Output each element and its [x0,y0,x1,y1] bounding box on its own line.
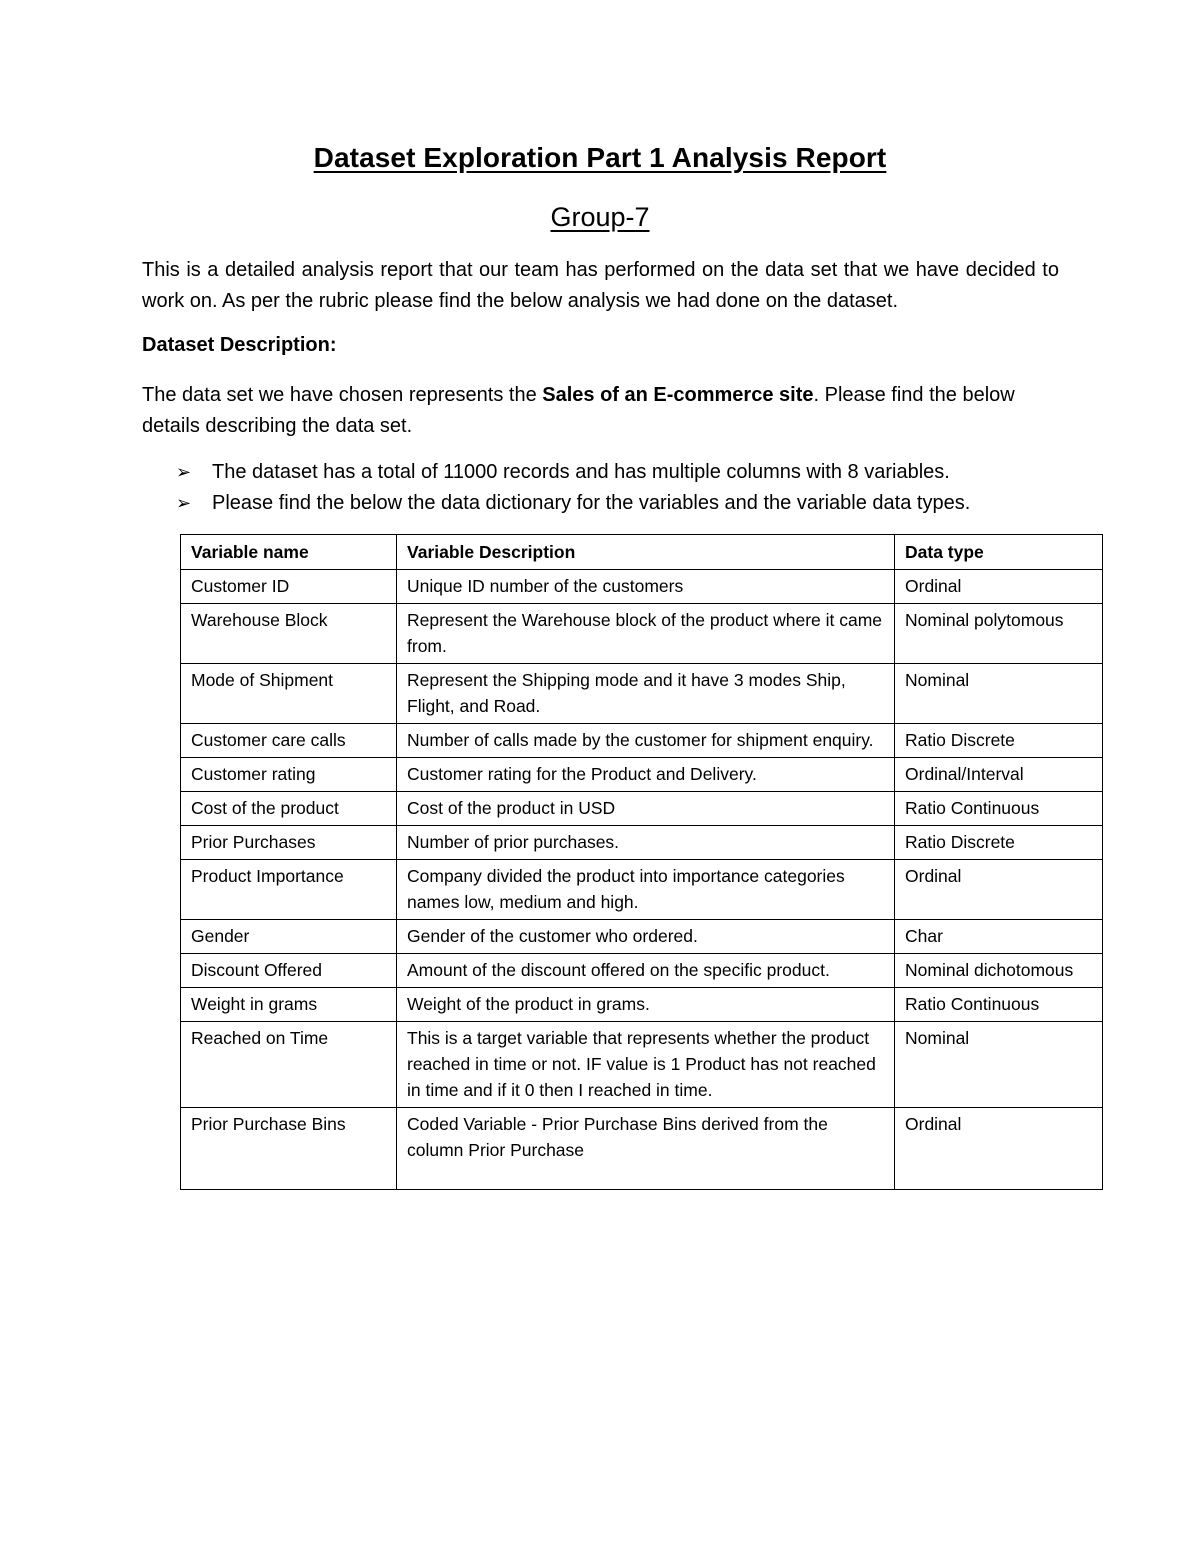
cell-variable-description: Coded Variable - Prior Purchase Bins derived from the column Prior Purchase [397,1108,895,1190]
header-variable-name: Variable name [181,535,397,570]
header-variable-description: Variable Description [397,535,895,570]
cell-variable-description: Company divided the product into importance categories names low, medium and high. [397,860,895,920]
cell-data-type: Ordinal [895,570,1103,604]
bullet-text: Please find the below the data dictionary for the variables and the variable data types. [212,492,971,514]
table-row [181,954,1103,988]
cell-variable-description: Weight of the product in grams. [397,988,895,1022]
table-row [181,920,1103,954]
table-row [181,792,1103,826]
bullet-item [176,457,1096,488]
cell-data-type: Ratio Continuous [895,988,1103,1022]
table-row [181,860,1103,920]
table-row [181,826,1103,860]
cell-variable-name: Prior Purchase Bins [181,1108,397,1190]
table-row [181,664,1103,724]
cell-variable-description: Amount of the discount offered on the specific product. [397,954,895,988]
cell-data-type: Ratio Continuous [895,792,1103,826]
cell-variable-name: Mode of Shipment [181,664,397,724]
table-row [181,1108,1103,1190]
description-text-end: . Please find the below details describing the data set. [142,384,1015,437]
description-paragraph [142,380,1077,442]
cell-variable-name: Cost of the product [181,792,397,826]
table-row [181,1022,1103,1108]
group-subtitle: Group-7 [550,202,650,232]
cell-variable-description: Unique ID number of the customers [397,570,895,604]
cell-variable-name: Prior Purchases [181,826,397,860]
cell-data-type: Nominal dichotomous [895,954,1103,988]
cell-data-type: Ratio Discrete [895,724,1103,758]
cell-variable-name: Product Importance [181,860,397,920]
cell-data-type: Ordinal/Interval [895,758,1103,792]
table-row [181,988,1103,1022]
cell-data-type: Ordinal [895,860,1103,920]
cell-data-type: Nominal [895,664,1103,724]
description-emphasis: Sales of an E-commerce site [542,384,814,406]
intro-paragraph: This is a detailed analysis report that our team has performed on the data set that we have decided to work on. As per the rubric please find the below analysis we had done on the dataset. [142,259,1059,312]
cell-variable-description: Represent the Warehouse block of the product where it came from. [397,604,895,664]
cell-variable-description: Represent the Shipping mode and it have 3 modes Ship, Flight, and Road. [397,664,895,724]
bullet-text: The dataset has a total of 11000 records and has multiple columns with 8 variables. [212,461,950,483]
arrow-bullet-icon: ➢ [176,462,192,482]
bullet-item [176,488,1096,519]
cell-data-type: Ordinal [895,1108,1103,1190]
table-row [181,604,1103,664]
table-row [181,724,1103,758]
cell-variable-name: Customer care calls [181,724,397,758]
cell-variable-name: Customer rating [181,758,397,792]
cell-variable-name: Gender [181,920,397,954]
cell-variable-description: Number of prior purchases. [397,826,895,860]
cell-variable-name: Warehouse Block [181,604,397,664]
cell-variable-description: Gender of the customer who ordered. [397,920,895,954]
header-data-type: Data type [895,535,1103,570]
report-title: Dataset Exploration Part 1 Analysis Report [313,142,887,173]
cell-variable-name: Reached on Time [181,1022,397,1108]
cell-variable-name: Weight in grams [181,988,397,1022]
cell-data-type: Nominal [895,1022,1103,1108]
table-header-row [181,535,1103,570]
table-row [181,570,1103,604]
cell-data-type: Nominal polytomous [895,604,1103,664]
cell-data-type: Char [895,920,1103,954]
cell-variable-name: Customer ID [181,570,397,604]
cell-variable-description: Cost of the product in USD [397,792,895,826]
cell-variable-description: Customer rating for the Product and Delivery. [397,758,895,792]
bullet-list [176,457,1096,519]
section-heading: Dataset Description: [142,334,337,356]
cell-variable-description: Number of calls made by the customer for shipment enquiry. [397,724,895,758]
cell-data-type: Ratio Discrete [895,826,1103,860]
table-row [181,758,1103,792]
arrow-bullet-icon: ➢ [176,493,192,513]
cell-variable-name: Discount Offered [181,954,397,988]
data-dictionary-table [180,534,1103,1190]
description-text-start: The data set we have chosen represents the [142,384,543,406]
cell-variable-description: This is a target variable that represents whether the product reached in time or not. IF value is 1 Product has not reached in time and if it 0 then I reached in time. [397,1022,895,1108]
